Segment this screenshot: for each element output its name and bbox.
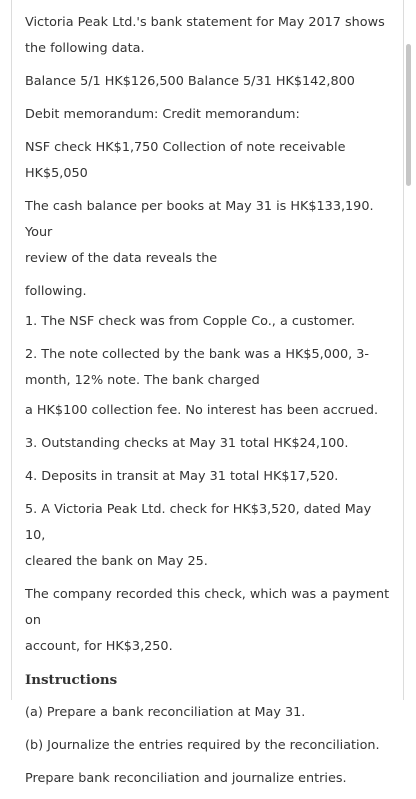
final-request: Prepare bank reconciliation and journalize entries. [25,771,347,786]
item-4: 4. Deposits in transit at May 31 total HK$17,520. [25,469,339,484]
intro-paragraph [25,10,395,62]
cash-line-2: review of the data reveals the [25,251,218,266]
item-2 [25,342,395,394]
balances-line: Balance 5/1 HK$126,500 Balance 5/31 HK$142,800 [25,74,355,89]
cash-balance-paragraph [25,194,395,272]
item-5-line-1: 5. A Victoria Peak Ltd. check for HK$3,520, dated May 10, [25,502,372,543]
memoranda-line: Debit memorandum: Credit memorandum: [25,107,300,122]
intro-line-1: Victoria Peak Ltd.'s bank statement for May 2017 shows [25,15,385,30]
question-text [25,10,395,799]
item-2-line-2: month, 12% note. The bank charged [25,373,260,388]
recorded-line-1: The company recorded this check, which was a payment on [25,587,390,628]
item-5 [25,497,395,575]
cash-line-1: The cash balance per books at May 31 is HK$133,190. Your [25,199,374,240]
collection-fee-line: a HK$100 collection fee. No interest has been accrued. [25,403,379,418]
instruction-a: (a) Prepare a bank reconciliation at May 31. [25,705,306,720]
nsf-line-2: HK$5,050 [25,166,88,181]
item-5-line-2: cleared the bank on May 25. [25,554,208,569]
recorded-line-2: account, for HK$3,250. [25,639,173,654]
instructions-heading: Instructions [25,672,118,688]
item-3: 3. Outstanding checks at May 31 total HK$24,100. [25,436,349,451]
nsf-paragraph [25,135,395,187]
item-1: 1. The NSF check was from Copple Co., a customer. [25,314,356,329]
instruction-b: (b) Journalize the entries required by the reconciliation. [25,738,380,753]
recorded-paragraph [25,582,395,660]
nsf-line-1: NSF check HK$1,750 Collection of note receivable [25,140,346,155]
intro-line-2: the following data. [25,41,145,56]
item-2-line-1: 2. The note collected by the bank was a HK$5,000, 3- [25,347,370,362]
following-line: following. [25,284,87,299]
scrollbar-thumb[interactable] [406,44,411,186]
